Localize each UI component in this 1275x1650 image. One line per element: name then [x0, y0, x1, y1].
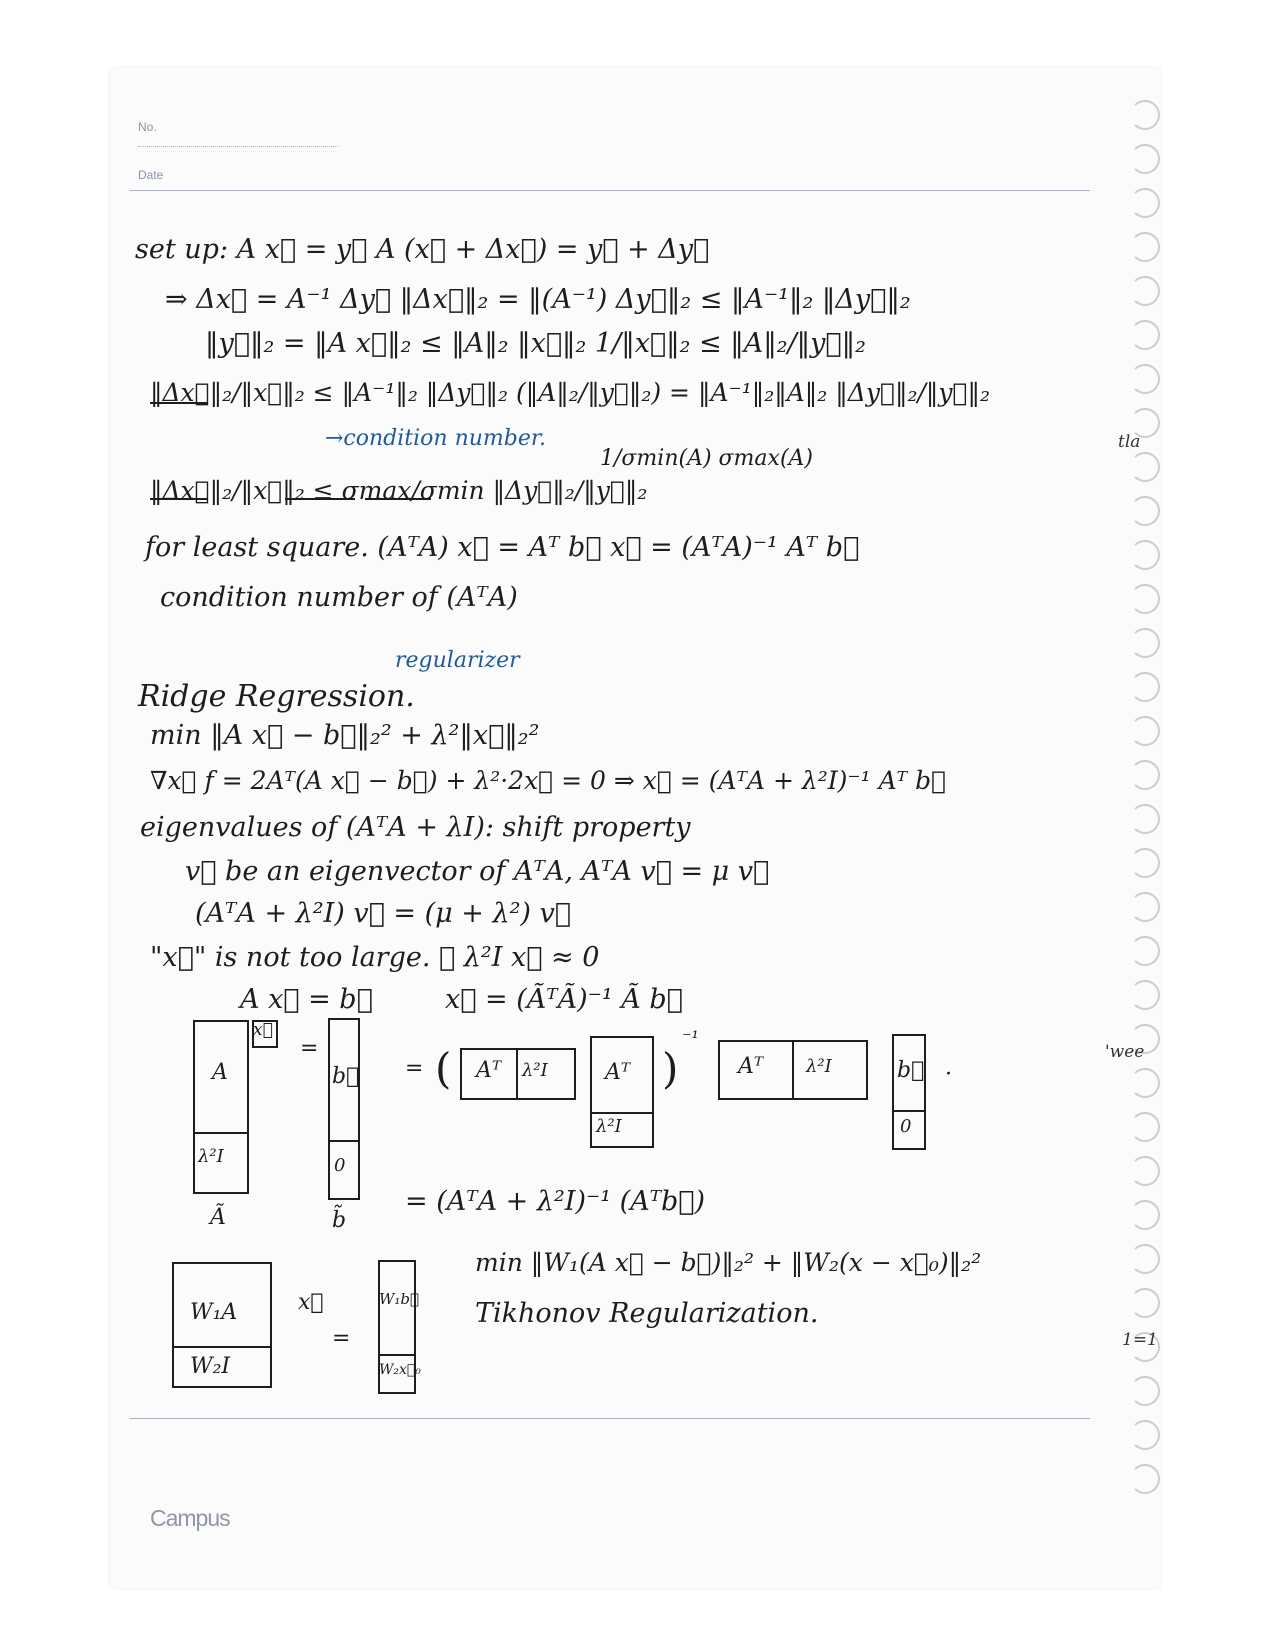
margin-note: 1=1	[1122, 1330, 1158, 1350]
brand-logo: Campus	[150, 1505, 230, 1531]
gradient-line: ∇x⃗ f = 2Aᵀ(A x⃗ − b⃗) + λ²·2x⃗ = 0 ⇒ x⃗ = (AᵀA + λ²I)⁻¹ Aᵀ b⃗	[150, 766, 947, 795]
block-lam-row-label: λ²I	[522, 1060, 548, 1081]
no-label: No.	[138, 120, 157, 134]
eigenvalues-line: eigenvalues of (AᵀA + λI): shift property	[140, 812, 691, 843]
tikhonov-objective-line: min ‖W₁(A x⃗ − b⃗)‖₂² + ‖W₂(x − x⃗₀)‖₂²	[475, 1248, 982, 1277]
tikhonov-title-line: Tikhonov Regularization.	[475, 1298, 819, 1329]
margin-note: tla	[1118, 432, 1141, 452]
sigma-bound-line: ‖Δx⃗‖₂/‖x⃗‖₂ ≤ σmax/σmin ‖Δy⃗‖₂/‖y⃗‖₂	[150, 476, 648, 505]
block-at-label: Aᵀ	[476, 1058, 502, 1083]
tikhonov-x-label: x⃗	[298, 1290, 324, 1315]
tikhonov-eq: =	[332, 1326, 351, 1351]
x-tilde-solution-line: x⃗ = (ÃᵀÃ)⁻¹ Ã b⃗	[445, 984, 683, 1015]
a-tilde-label: Ã	[210, 1205, 226, 1230]
block-lam-label: λ²I	[198, 1146, 224, 1167]
block-a-label: A	[212, 1060, 228, 1085]
eigenvector-line: v⃗ be an eigenvector of AᵀA, AᵀA v⃗ = μ v⃗	[185, 856, 770, 887]
sigma-labels: 1/σmin(A) σmax(A)	[600, 446, 813, 471]
setup-line: set up: A x⃗ = y⃗ A (x⃗ + Δx⃗) = y⃗ + Δy⃗	[135, 234, 710, 265]
not-too-large-line: "x⃗" is not too large. ∴ λ²I x⃗ ≈ 0	[150, 942, 600, 973]
condition-of-ata-line: condition number of (AᵀA)	[160, 582, 518, 613]
date-label: Date	[138, 168, 164, 182]
regularizer-annotation: regularizer	[395, 648, 520, 673]
ax-equals-b-line: A x⃗ = b⃗	[240, 984, 373, 1015]
norm-y-line: ‖y⃗‖₂ = ‖A x⃗‖₂ ≤ ‖A‖₂ ‖x⃗‖₂ 1/‖x⃗‖₂ ≤ ‖A‖₂/‖y⃗‖₂	[205, 328, 866, 359]
no-dotline	[138, 146, 338, 147]
closed-form-line: = (AᵀA + λ²I)⁻¹ (Aᵀb⃗)	[405, 1186, 706, 1217]
block-eq-2: =	[405, 1056, 424, 1081]
matrix-a-tilde-box	[193, 1020, 249, 1194]
block-eq: =	[300, 1036, 319, 1061]
w2x0-label: W₂x⃗₀	[379, 1362, 421, 1378]
block-inv-label: ⁻¹	[682, 1028, 699, 1049]
delta-x-line: ⇒ Δx⃗ = A⁻¹ Δy⃗ ‖Δx⃗‖₂ = ‖(A⁻¹) Δy⃗‖₂ ≤ ‖A⁻¹‖₂ ‖Δy⃗‖₂	[165, 284, 911, 315]
margin-note: 'wee	[1105, 1042, 1145, 1062]
block-rhs-b-label: b⃗	[897, 1058, 925, 1083]
top-rule	[130, 190, 1090, 191]
ridge-objective-line: min ‖A x⃗ − b⃗‖₂² + λ²‖x⃗‖₂²	[150, 720, 540, 751]
block-rhs-at-label: Aᵀ	[738, 1054, 764, 1079]
block-rhs-zero-label: 0	[900, 1116, 912, 1137]
relative-error-line: ‖Δx⃗‖₂/‖x⃗‖₂ ≤ ‖A⁻¹‖₂ ‖Δy⃗‖₂ (‖A‖₂/‖y⃗‖₂) = ‖A⁻¹‖₂‖A‖₂ ‖Δy⃗‖₂/‖y⃗‖₂	[150, 378, 991, 407]
b-tilde-label: b̃	[332, 1208, 347, 1233]
bottom-rule	[130, 1418, 1090, 1419]
block-x-label: x⃗	[253, 1020, 273, 1040]
block-at-col-label: Aᵀ	[605, 1060, 631, 1085]
w1b-label: W₁b⃗	[379, 1290, 420, 1308]
ridge-regression-heading: Ridge Regression.	[138, 679, 415, 714]
w2i-label: W₂I	[190, 1354, 231, 1379]
block-b-label: b⃗	[332, 1064, 360, 1089]
block-rhs-lam-label: λ²I	[806, 1056, 832, 1077]
shifted-eigen-line: (AᵀA + λ²I) v⃗ = (μ + λ²) v⃗	[195, 898, 571, 929]
w1a-label: W₁A	[190, 1300, 238, 1325]
condition-number-annotation: →condition number.	[325, 426, 546, 451]
block-lam-col-label: λ²I	[596, 1116, 622, 1137]
least-square-line: for least square. (AᵀA) x⃗ = Aᵀ b⃗ x⃗ = (AᵀA)⁻¹ Aᵀ b⃗	[145, 532, 860, 563]
block-zero-label: 0	[334, 1155, 346, 1176]
